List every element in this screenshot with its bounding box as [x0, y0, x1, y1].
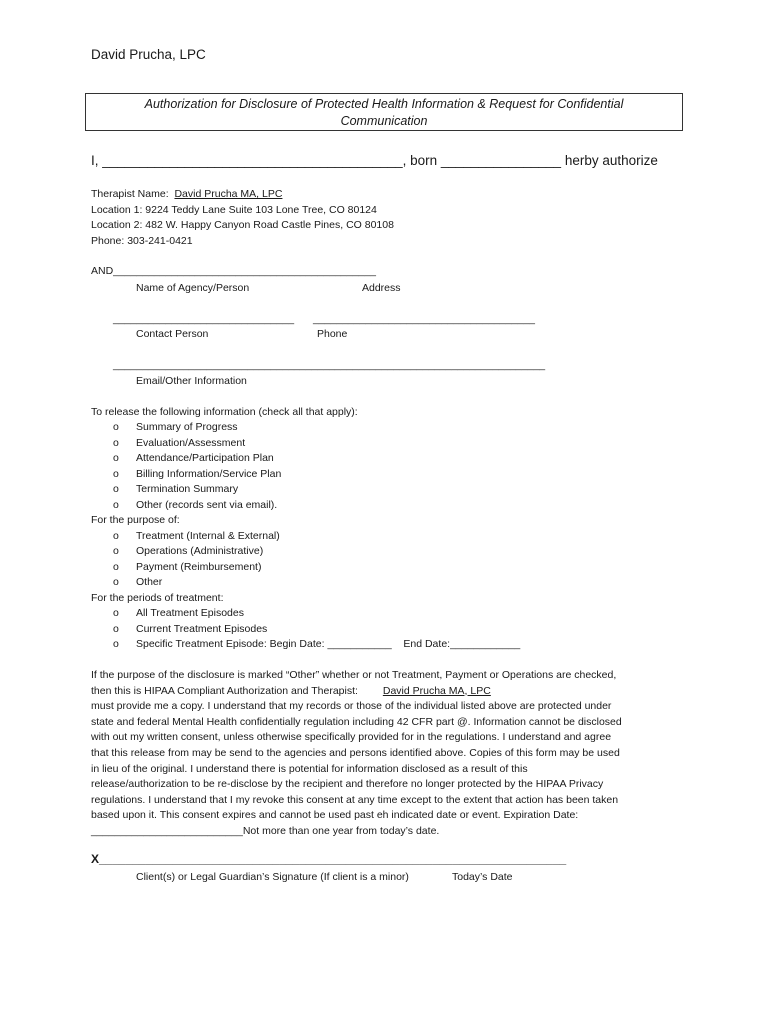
form-title [85, 93, 683, 131]
birth-date-blank[interactable]: ________________ [440, 153, 562, 168]
therapist-name-label: Therapist Name: [91, 188, 169, 200]
purpose-item-label: Operations (Administrative) [136, 545, 264, 557]
checkbox-bullet[interactable]: o [113, 607, 119, 619]
paragraph-line: regulations. I understand that I my revoke this consent at any time except to the extent that action has been taken [91, 793, 619, 806]
phone-blank[interactable]: ______________________________________ [313, 313, 535, 325]
authorize-suffix: herby authorize [564, 153, 658, 168]
release-item-label: Summary of Progress [136, 421, 238, 433]
consent-paragraph [91, 668, 691, 840]
signature-line[interactable]: X______________________________________________________________________ [91, 852, 567, 866]
checkbox-bullet[interactable]: o [113, 437, 119, 449]
therapist-name: David Prucha MA, LPC [174, 188, 283, 200]
header-provider-name: David Prucha, LPC [91, 47, 206, 62]
checkbox-bullet[interactable]: o [113, 530, 119, 542]
end-date-blank[interactable]: ____________ [450, 638, 521, 650]
contact-person-blank[interactable]: _______________________________ [113, 313, 295, 325]
purpose-item-label: Treatment (Internal & External) [136, 530, 280, 542]
specific-episode-line [136, 637, 520, 653]
paragraph-line-text: then this is HIPAA Compliant Authorization and Therapist: [91, 684, 358, 697]
form-title-line-2: Communication [340, 114, 428, 128]
release-item-label: Attendance/Participation Plan [136, 452, 274, 464]
phone-label: Phone [317, 328, 348, 340]
end-date-label: End Date: [403, 638, 451, 650]
purpose-item-label: Other [136, 576, 163, 588]
location-2: Location 2: 482 W. Happy Canyon Road Castle Pines, CO 80108 [91, 219, 394, 231]
born-label: , born [402, 153, 438, 168]
paragraph-line: with out my written consent, unless otherwise specifically provided for in the regulations. I understand and agree [91, 731, 612, 744]
checkbox-bullet[interactable]: o [113, 576, 119, 588]
paragraph-line: state and federal Mental Health confidentially regulation including 42 CFR part @. Information cannot be disclosed [91, 715, 622, 728]
checkbox-bullet[interactable]: o [113, 499, 119, 511]
purpose-heading: For the purpose of: [91, 514, 180, 526]
signature-label: Client(s) or Legal Guardian’s Signature (If client is a minor) [136, 871, 409, 883]
checkbox-bullet[interactable]: o [113, 452, 119, 464]
periods-heading: For the periods of treatment: [91, 592, 224, 604]
paragraph-line: If the purpose of the disclosure is marked “Other” whether or not Treatment, Payment or Operations are checked, [91, 669, 617, 681]
therapist-name-line [91, 187, 282, 203]
expiration-date-line[interactable]: __________________________Not more than one year from today’s date. [91, 824, 440, 837]
paragraph-line: in lieu of the original. I understand there is potential for information disclosed as a result of this [91, 762, 528, 775]
purpose-item-label: Payment (Reimbursement) [136, 561, 262, 573]
period-item-label: Current Treatment Episodes [136, 623, 268, 635]
release-item-label: Billing Information/Service Plan [136, 468, 282, 480]
release-item-label: Other (records sent via email). [136, 499, 278, 511]
contact-person-label: Contact Person [136, 328, 209, 340]
form-title-line-1: Authorization for Disclosure of Protected Health Information & Request for Confidential [144, 97, 624, 111]
checkbox-bullet[interactable]: o [113, 483, 119, 495]
release-item-label: Termination Summary [136, 483, 239, 495]
checkbox-bullet[interactable]: o [113, 421, 119, 433]
therapist-phone: Phone: 303-241-0421 [91, 235, 193, 247]
paragraph-line: that this release from may be send to the agencies and persons identified above. Copies of this form may be used [91, 746, 620, 759]
checkbox-bullet[interactable]: o [113, 561, 119, 573]
period-item-label: All Treatment Episodes [136, 607, 244, 619]
authorization-line [91, 153, 658, 168]
release-heading: To release the following information (check all that apply): [91, 406, 358, 418]
authorization-prefix: I, [91, 153, 99, 168]
therapist-name-inline: David Prucha MA, LPC [382, 684, 491, 697]
location-1: Location 1: 9224 Teddy Lane Suite 103 Lone Tree, CO 80124 [91, 204, 377, 216]
release-item-label: Evaluation/Assessment [136, 437, 246, 449]
checkbox-bullet[interactable]: o [113, 468, 119, 480]
agency-person-label: Name of Agency/Person [136, 282, 250, 294]
paragraph-line: must provide me a copy. I understand that my records or those of the individual listed above are protected under [91, 700, 612, 713]
paragraph-line [91, 684, 691, 700]
todays-date-label: Today’s Date [452, 871, 513, 883]
address-label: Address [362, 282, 401, 294]
email-label: Email/Other Information [136, 375, 247, 387]
recipient-and-line[interactable]: AND_____________________________________________ [91, 265, 376, 277]
client-name-blank[interactable]: ________________________________________ [102, 153, 403, 168]
paragraph-line: release/authorization to be re-disclose by the recipient and therefore no longer protected by the HIPAA Privacy [91, 778, 604, 791]
begin-date-blank[interactable]: ___________ [327, 638, 392, 650]
begin-date-label: Specific Treatment Episode: Begin Date: [136, 638, 325, 650]
checkbox-bullet[interactable]: o [113, 545, 119, 557]
paragraph-line: based upon it. This consent expires and cannot be used past eh indicated date or event. Expiration Date: [91, 809, 579, 822]
checkbox-bullet[interactable]: o [113, 623, 119, 635]
email-blank[interactable]: __________________________________________________________________________ [113, 359, 546, 371]
checkbox-bullet[interactable]: o [113, 638, 119, 650]
